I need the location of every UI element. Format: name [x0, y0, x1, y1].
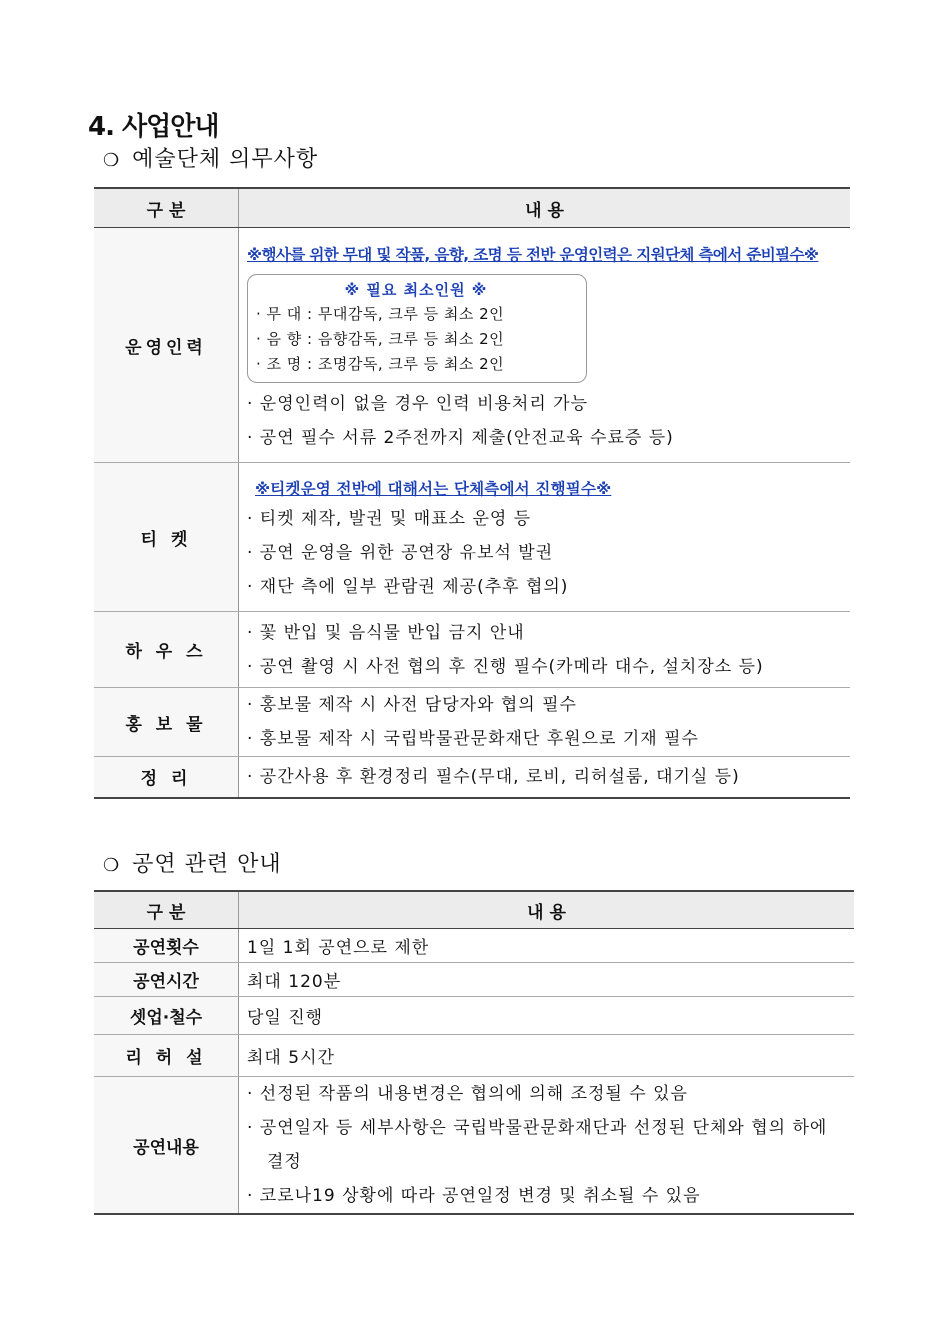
- table-row: [94, 612, 850, 688]
- subsection-title-text: 예술단체 의무사항: [132, 147, 319, 172]
- subsection-title-obligations: [103, 142, 318, 173]
- section-heading: 4. 사업안내: [88, 112, 219, 142]
- table-header-row: [94, 891, 854, 929]
- row-value-rehearsal: 최대 5시간: [239, 1035, 855, 1077]
- row-label-staff: 운영인력: [94, 228, 239, 463]
- list-item: · 선정된 작품의 내용변경은 협의에 의해 조정될 수 있음: [247, 1084, 688, 1104]
- row-value-count: 1일 1회 공연으로 제한: [239, 929, 855, 963]
- box-item-lighting: · 조 명 : 조명감독, 크루 등 최소 2인: [256, 354, 505, 373]
- circle-bullet-icon: ❍: [103, 150, 121, 171]
- subsection-title-performance: [103, 847, 282, 878]
- list-item: · 운영인력이 없을 경우 인력 비용처리 가능: [247, 393, 589, 414]
- row-value-setup: 당일 진행: [239, 997, 855, 1035]
- row-label-cleanup: 정 리: [94, 757, 239, 798]
- table-header-row: [94, 188, 850, 228]
- header-content: 내 용: [239, 891, 855, 929]
- row-label-ticket: 티 켓: [94, 463, 239, 612]
- box-title: ※ 필요 최소인원 ※: [344, 280, 488, 299]
- row-label-promo: 홍 보 물: [94, 688, 239, 757]
- notice-staff: ※행사를 위한 무대 및 작품, 음향, 조명 등 전반 운영인력은 지원단체 측에서 준비필수※: [247, 245, 819, 264]
- list-item: · 공연 필수 서류 2주전까지 제출(안전교육 수료증 등): [247, 427, 674, 448]
- header-category: 구 분: [94, 188, 239, 228]
- table-row: [94, 228, 850, 463]
- header-category: 구 분: [94, 891, 239, 929]
- row-content-ticket: [239, 463, 851, 612]
- table-row: [94, 929, 854, 963]
- row-content-promo: [239, 688, 851, 757]
- circle-bullet-icon: ❍: [103, 855, 121, 876]
- list-item: · 티켓 제작, 발권 및 매표소 운영 등: [247, 509, 532, 529]
- row-content-house: [239, 612, 851, 688]
- row-label-content: 공연내용: [94, 1077, 239, 1215]
- subsection-title-text: 공연 관련 안내: [132, 852, 282, 877]
- row-label-count: 공연횟수: [94, 929, 239, 963]
- list-item: · 공연 촬영 시 사전 협의 후 진행 필수(카메라 대수, 설치장소 등): [247, 656, 764, 677]
- list-item-continuation: 결정: [267, 1152, 302, 1172]
- list-item: · 공간사용 후 환경정리 필수(무대, 로비, 리허설룸, 대기실 등): [247, 766, 740, 787]
- row-label-rehearsal: 리 허 설: [94, 1035, 239, 1077]
- table-row: [94, 997, 854, 1035]
- box-item-stage: · 무 대 : 무대감독, 크루 등 최소 2인: [256, 304, 505, 323]
- list-item: · 홍보물 제작 시 사전 담당자와 협의 필수: [247, 695, 577, 715]
- row-value-duration: 최대 120분: [239, 963, 855, 997]
- table-row: [94, 963, 854, 997]
- list-item: · 공연일자 등 세부사항은 국립박물관문화재단과 선정된 단체와 협의 하에: [247, 1118, 828, 1138]
- table-row: [94, 1035, 854, 1077]
- table-row: [94, 1077, 854, 1215]
- table-row: [94, 757, 850, 798]
- table-row: [94, 688, 850, 757]
- row-label-house: 하 우 스: [94, 612, 239, 688]
- performance-table: [94, 890, 854, 1215]
- list-item: · 공연 운영을 위한 공연장 유보석 발권: [247, 543, 554, 563]
- list-item: · 재단 측에 일부 관람권 제공(추후 협의): [247, 577, 569, 597]
- table-row: [94, 463, 850, 612]
- row-label-setup: 셋업·철수: [94, 997, 239, 1035]
- list-item: · 홍보물 제작 시 국립박물관문화재단 후원으로 기재 필수: [247, 729, 699, 749]
- box-item-sound: · 음 향 : 음향감독, 크루 등 최소 2인: [256, 329, 505, 348]
- obligations-table: [94, 187, 850, 799]
- row-content-cleanup: [239, 757, 851, 798]
- row-content-performance: [239, 1077, 855, 1215]
- list-item: · 코로나19 상황에 따라 공연일정 변경 및 취소될 수 있음: [247, 1186, 701, 1206]
- row-content-staff: [239, 228, 851, 463]
- row-label-duration: 공연시간: [94, 963, 239, 997]
- notice-ticket: ※티켓운영 전반에 대해서는 단체측에서 진행필수※: [255, 480, 612, 498]
- minimum-staff-box: [247, 274, 587, 383]
- header-content: 내 용: [239, 188, 851, 228]
- list-item: · 꽃 반입 및 음식물 반입 금지 안내: [247, 622, 525, 643]
